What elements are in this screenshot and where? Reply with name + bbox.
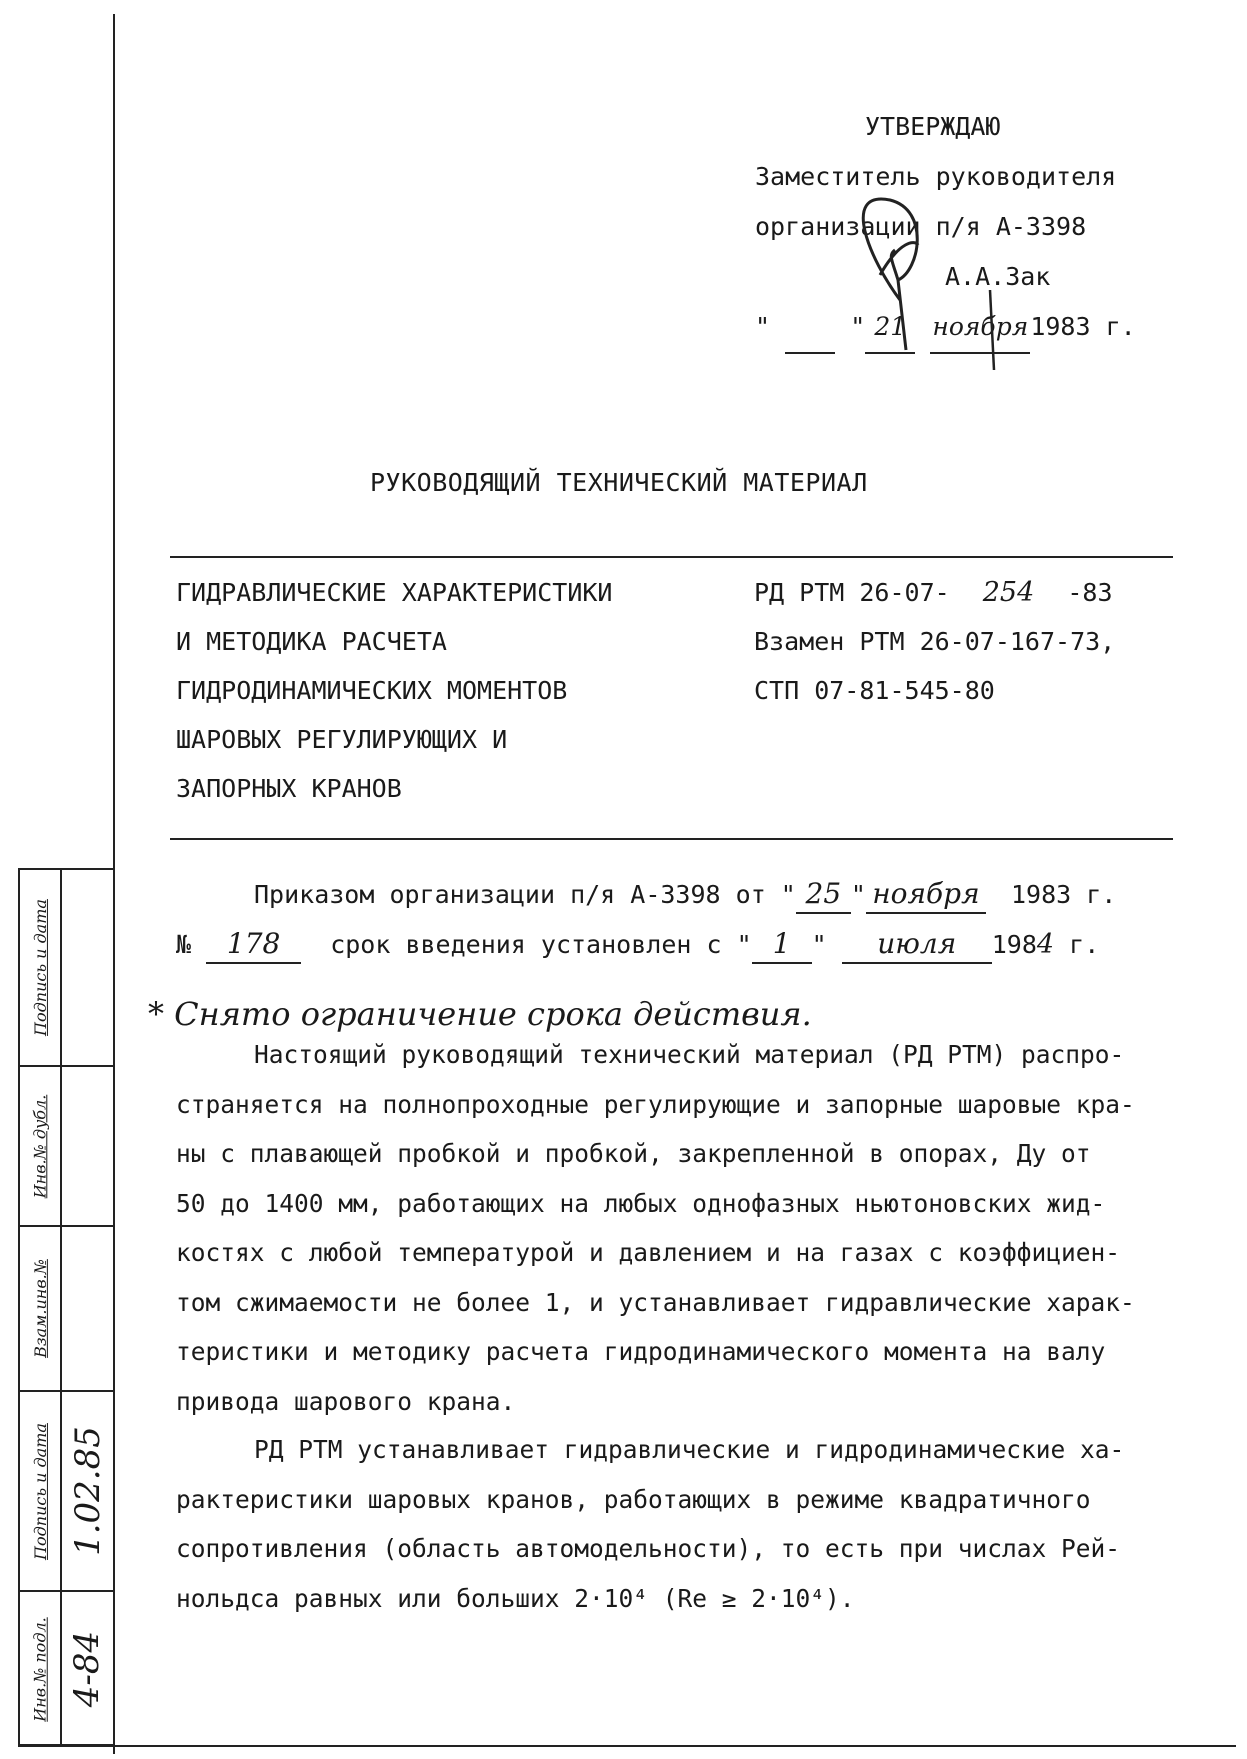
document-code [754,568,1115,617]
paragraph-line: сопротивления (область автомодельности), то есть при числах Рей- [176,1534,1121,1563]
order-no-label: № [176,930,192,959]
page-border-left [113,14,115,1754]
stamp-cell [62,1065,113,1225]
approval-title: УТВЕРЖДАЮ [865,112,1001,141]
paragraph-line: 50 до 1400 мм, работающих на любых однофазных ньютоновских жид- [176,1188,1106,1218]
subject-line: ГИДРОДИНАМИЧЕСКИХ МОМЕНТОВ [176,676,568,705]
stamp-cell [20,1065,60,1225]
handwritten-note: * Снято ограничение срока действия. [148,995,812,1033]
order-year: 1983 г. [1010,880,1117,909]
approval-date-year-prefix: 198 [1030,312,1076,341]
approval-date-open-quote: " [755,312,771,341]
stamp-label: Подпись и дата [30,899,50,1036]
order-line1 [176,870,1116,920]
stamp-cell [62,1390,113,1590]
paragraph-line: рактеристики шаровых кранов, работающих в режиме квадратичного [176,1484,1091,1514]
codes-block [754,568,1115,715]
stamp-label: Инв.№ дубл. [30,1094,50,1198]
paragraph-line: Настоящий руководящий технический материал (РД РТМ) распро- [254,1040,1125,1069]
approval-signature [780,180,1040,380]
stamp-cell [20,1390,60,1590]
paragraph-1 [176,1030,1176,1426]
order-number: 178 [206,926,301,964]
order-start-month: июля [842,926,992,964]
stamp-label: Инв.№ подл. [30,1616,50,1722]
order-quote-close: " [850,880,866,909]
paragraph-line: теристики и методику расчета гидродинамического момента на валу [176,1337,1106,1366]
paragraph-line: РД РТМ устанавливает гидравлические и гидродинамические ха- [254,1435,1125,1464]
side-stamp [18,868,113,1746]
paragraph-line: костях с любой температурой и давлением и на газах с коэффициен- [176,1238,1121,1267]
stamp-cell [20,870,60,1065]
order-start-year-digit: 4 [1036,929,1055,960]
subject-line: И МЕТОДИКА РАСЧЕТА [176,627,447,656]
rd-number: 254 [982,577,1035,608]
rd-prefix: РД РТМ 26-07- [754,578,950,607]
approval-date-year-suffix: г. [1105,312,1136,341]
replaces-line: Взамен РТМ 26-07-167-73, [754,627,1116,656]
subject-line: ЗАПОРНЫХ КРАНОВ [176,774,402,803]
approval-date-year-digit: 3 [1075,312,1091,341]
order-line2 [176,920,1116,970]
stamp-cell [20,1590,60,1746]
order-month: ноября [866,876,986,914]
page-border-bottom [18,1745,1236,1747]
approval-date-month: ноября [930,302,1030,354]
stamp-values-column [62,870,113,1746]
rule-bottom [170,838,1173,840]
rule-top [170,556,1173,558]
paragraph-line: нольдса равных или больших 2·10⁴ (Re ≥ 2·10⁴). [176,1583,855,1613]
approval-date-quote: " [850,312,866,341]
order-day: 25 [796,876,851,914]
stamp-inv-no: 4-84 [67,1630,108,1708]
order-start-day: 1 [752,926,812,964]
rd-suffix: -83 [1067,578,1113,607]
stp-line: СТП 07-81-545-80 [754,676,995,705]
approval-signer: А.А.Зак [945,262,1051,291]
stamp-label: Подпись и дата [30,1422,50,1560]
approval-position-line1: Заместитель руководителя [755,162,1117,191]
approval-position-line2: организации п/я А-3398 [755,212,1087,241]
order-block [176,870,1116,970]
approval-date-day: 21 [865,302,915,354]
stamp-labels-column [20,870,62,1746]
subject-line: ГИДРАВЛИЧЕСКИЕ ХАРАКТЕРИСТИКИ [176,578,613,607]
paragraph-line: ны с плавающей пробкой и пробкой, закрепленной в опорах, Ду от [176,1139,1091,1168]
subject-block [176,568,613,813]
order-start-year-prefix: 198 [991,930,1037,959]
paragraph-line: том сжимаемости не более 1, и устанавливает гидравлические харак- [176,1287,1135,1317]
stamp-sign-date: 1.02.85 [67,1426,108,1556]
stamp-label: Взам.инв.№ [30,1259,50,1358]
stamp-cell [62,1590,113,1746]
order-start-quote-close: " [811,930,827,959]
order-text2: срок введения установлен с " [330,930,752,959]
stamp-cell [62,1225,113,1390]
stamp-cell [20,1225,60,1390]
stamp-cell [62,870,113,1065]
paragraph-line: страняется на полнопроходные регулирующие и запорные шаровые кра- [176,1089,1135,1119]
paragraph-2 [176,1425,1176,1623]
order-start-year-suffix: г. [1069,930,1100,959]
order-text1: Приказом организации п/я А-3398 от " [254,880,796,909]
paragraph-line: привода шарового крана. [176,1386,516,1416]
subject-line: ШАРОВЫХ РЕГУЛИРУЮЩИХ И [176,725,508,754]
document-type: РУКОВОДЯЩИЙ ТЕХНИЧЕСКИЙ МАТЕРИАЛ [370,468,868,497]
